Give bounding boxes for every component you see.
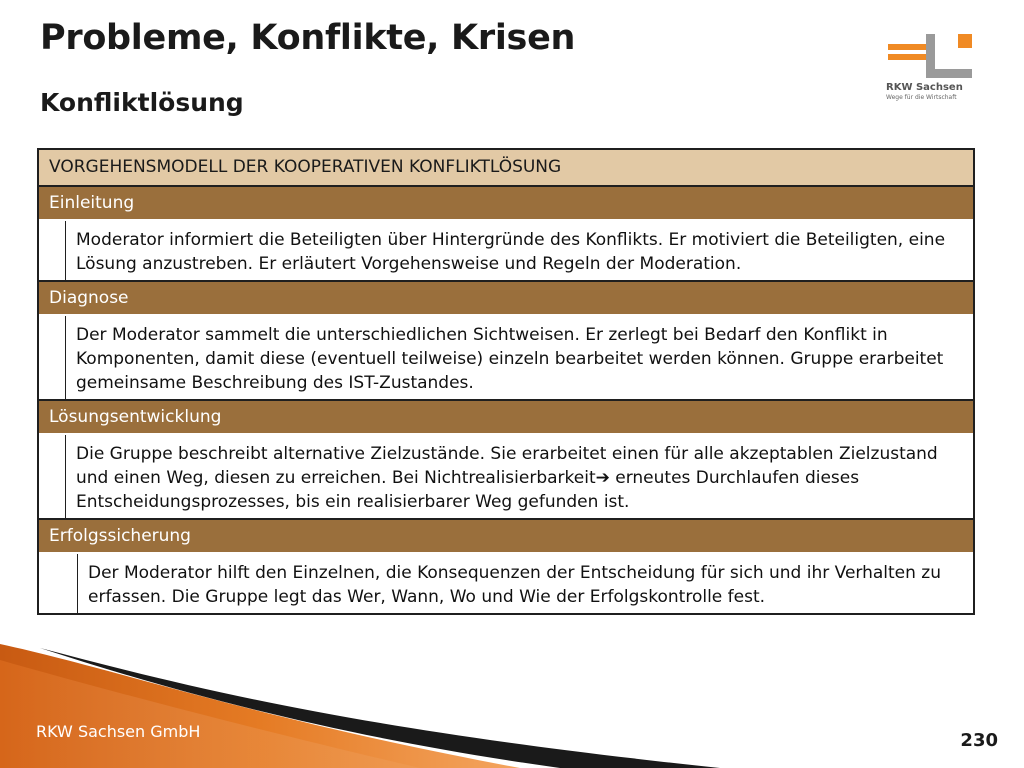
phase-description-row bbox=[39, 221, 973, 282]
logo-name: RKW Sachsen bbox=[886, 82, 963, 93]
indent-cell bbox=[39, 554, 78, 613]
logo-tagline: Wege für die Wirtschaft bbox=[886, 94, 957, 101]
phase-description-row bbox=[39, 554, 973, 613]
phase-heading-diagnose: Diagnose bbox=[39, 282, 973, 316]
page-number: 230 bbox=[960, 730, 998, 751]
indent-cell bbox=[39, 221, 66, 280]
indent-cell bbox=[39, 435, 66, 518]
phase-description: Der Moderator sammelt die unterschiedlichen Sichtweisen. Er zerlegt bei Bedarf den Konflikt in Komponenten, damit diese (eventuell teilweise) einzeln bearbeitet werden können. Gruppe erarbeitet gemeinsame Beschreibung des IST-Zustandes. bbox=[76, 325, 944, 393]
slide-subtitle: Konfliktlösung bbox=[40, 88, 244, 117]
table-header: VORGEHENSMODELL DER KOOPERATIVEN KONFLIKTLÖSUNG bbox=[39, 150, 973, 187]
phase-description: Moderator informiert die Beteiligten über Hintergründe des Konflikts. Er motiviert die Beteiligten, eine Lösung anzustreben. Er erläutert Vorgehensweise und Regeln der Moderation. bbox=[76, 230, 946, 274]
footer-swoosh-decoration bbox=[0, 640, 720, 768]
slide-title: Probleme, Konflikte, Krisen bbox=[40, 18, 576, 58]
conflict-model-table bbox=[37, 148, 975, 615]
phase-description: Der Moderator hilft den Einzelnen, die Konsequenzen der Entscheidung für sich und ihr Verhalten zu erfassen. Die Gruppe legt das Wer, Wann, Wo und Wie der Erfolgskontrolle fest. bbox=[88, 563, 942, 607]
company-logo bbox=[886, 30, 986, 110]
footer-company-name: RKW Sachsen GmbH bbox=[36, 722, 201, 741]
indent-cell bbox=[39, 316, 66, 399]
logo-mark-icon bbox=[886, 30, 986, 82]
phase-heading-loesungsentwicklung: Lösungsentwicklung bbox=[39, 401, 973, 435]
phase-description-row bbox=[39, 435, 973, 520]
phase-heading-einleitung: Einleitung bbox=[39, 187, 973, 221]
phase-description-row bbox=[39, 316, 973, 401]
phase-description: Die Gruppe beschreibt alternative Zielzustände. Sie erarbeitet einen für alle akzeptablen Zielzustand und einen Weg, diesen zu erreichen. Bei Nichtrealisierbarkeit➔ erneutes Durchlaufen dieses Entscheidungsprozesses, bis ein realisierbarer Weg gefunden ist. bbox=[76, 444, 938, 512]
phase-heading-erfolgssicherung: Erfolgssicherung bbox=[39, 520, 973, 554]
